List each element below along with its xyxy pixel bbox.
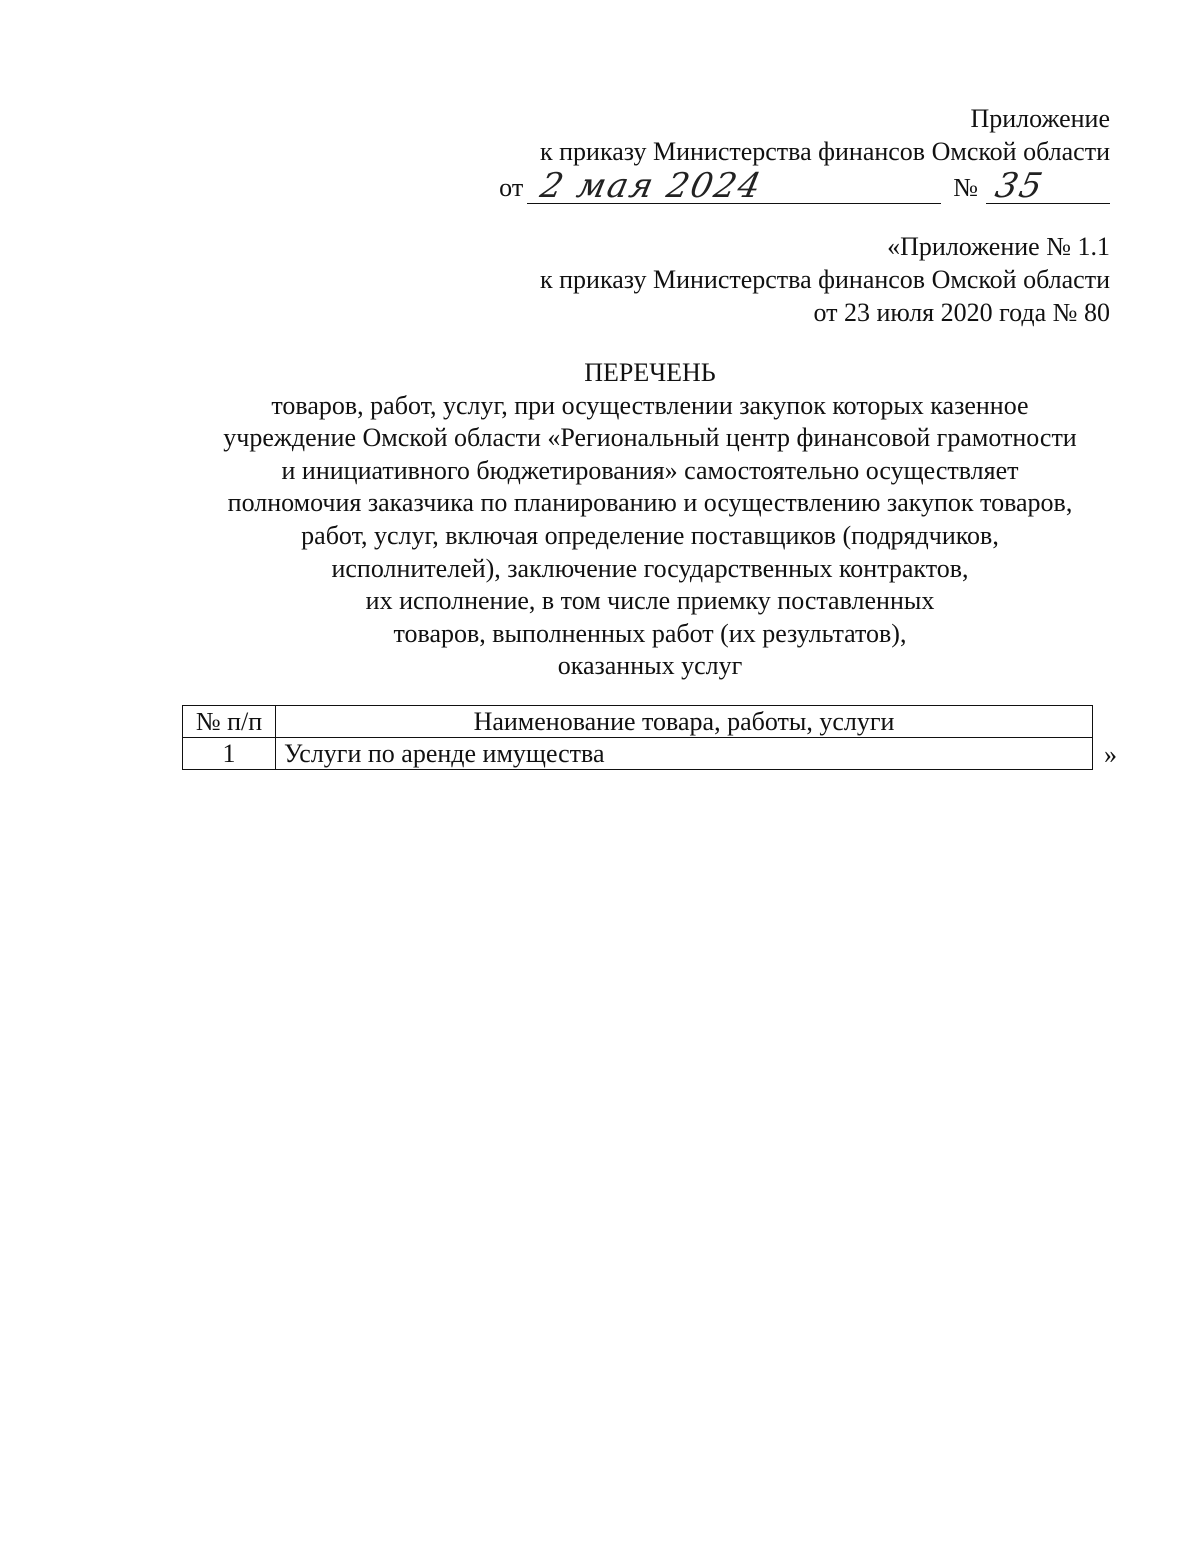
closing-quote: » [1104, 740, 1117, 769]
table-row [183, 738, 1093, 770]
goods-services-table [182, 705, 1093, 770]
previous-annex-date: от 23 июля 2020 года № 80 [813, 298, 1110, 327]
list-title-line: учреждение Омской области «Региональный центр финансовой грамотности [223, 423, 1077, 453]
number-fill-line [986, 166, 1110, 206]
list-title-line: и инициативного бюджетирования» самостоятельно осуществляет [281, 455, 1019, 485]
list-title-line: работ, услуг, включая определение поставщиков (подрядчиков, [301, 520, 999, 550]
date-fill-line [527, 166, 941, 206]
list-title-line: оказанных услуг [557, 651, 743, 681]
previous-annex-title: «Приложение № 1.1 [887, 232, 1110, 261]
list-title-block [0, 357, 1200, 683]
list-title-line: полномочия заказчика по планированию и осуществлению закупок товаров, [227, 488, 1073, 518]
row-name: Услуги по аренде имущества [276, 738, 1093, 770]
list-title-line: их исполнение, в том числе приемку поставленных [365, 586, 935, 616]
from-label: от [499, 173, 524, 202]
annex-order-reference: к приказу Министерства финансов Омской области [540, 137, 1110, 166]
handwritten-date: 2 мая 2024 [537, 166, 767, 206]
previous-annex-order-reference: к приказу Министерства финансов Омской области [540, 265, 1110, 294]
table-header-row [183, 706, 1093, 738]
order-date-number-line [499, 168, 1110, 204]
list-title-line: товаров, работ, услуг, при осуществлении закупок которых казенное [271, 390, 1029, 420]
list-title-line: исполнителей), заключение государственных контрактов, [331, 553, 969, 583]
handwritten-number: 35 [991, 166, 1048, 206]
previous-annex-header [540, 230, 1110, 329]
annex-title: Приложение [970, 104, 1110, 133]
annex-header [499, 102, 1110, 204]
header-name: Наименование товара, работы, услуги [276, 706, 1093, 738]
list-heading: ПЕРЕЧЕНЬ [584, 358, 716, 387]
row-number: 1 [183, 738, 276, 770]
list-title-line: товаров, выполненных работ (их результатов), [393, 618, 907, 648]
number-label: № [953, 173, 978, 202]
header-number: № п/п [183, 706, 276, 738]
